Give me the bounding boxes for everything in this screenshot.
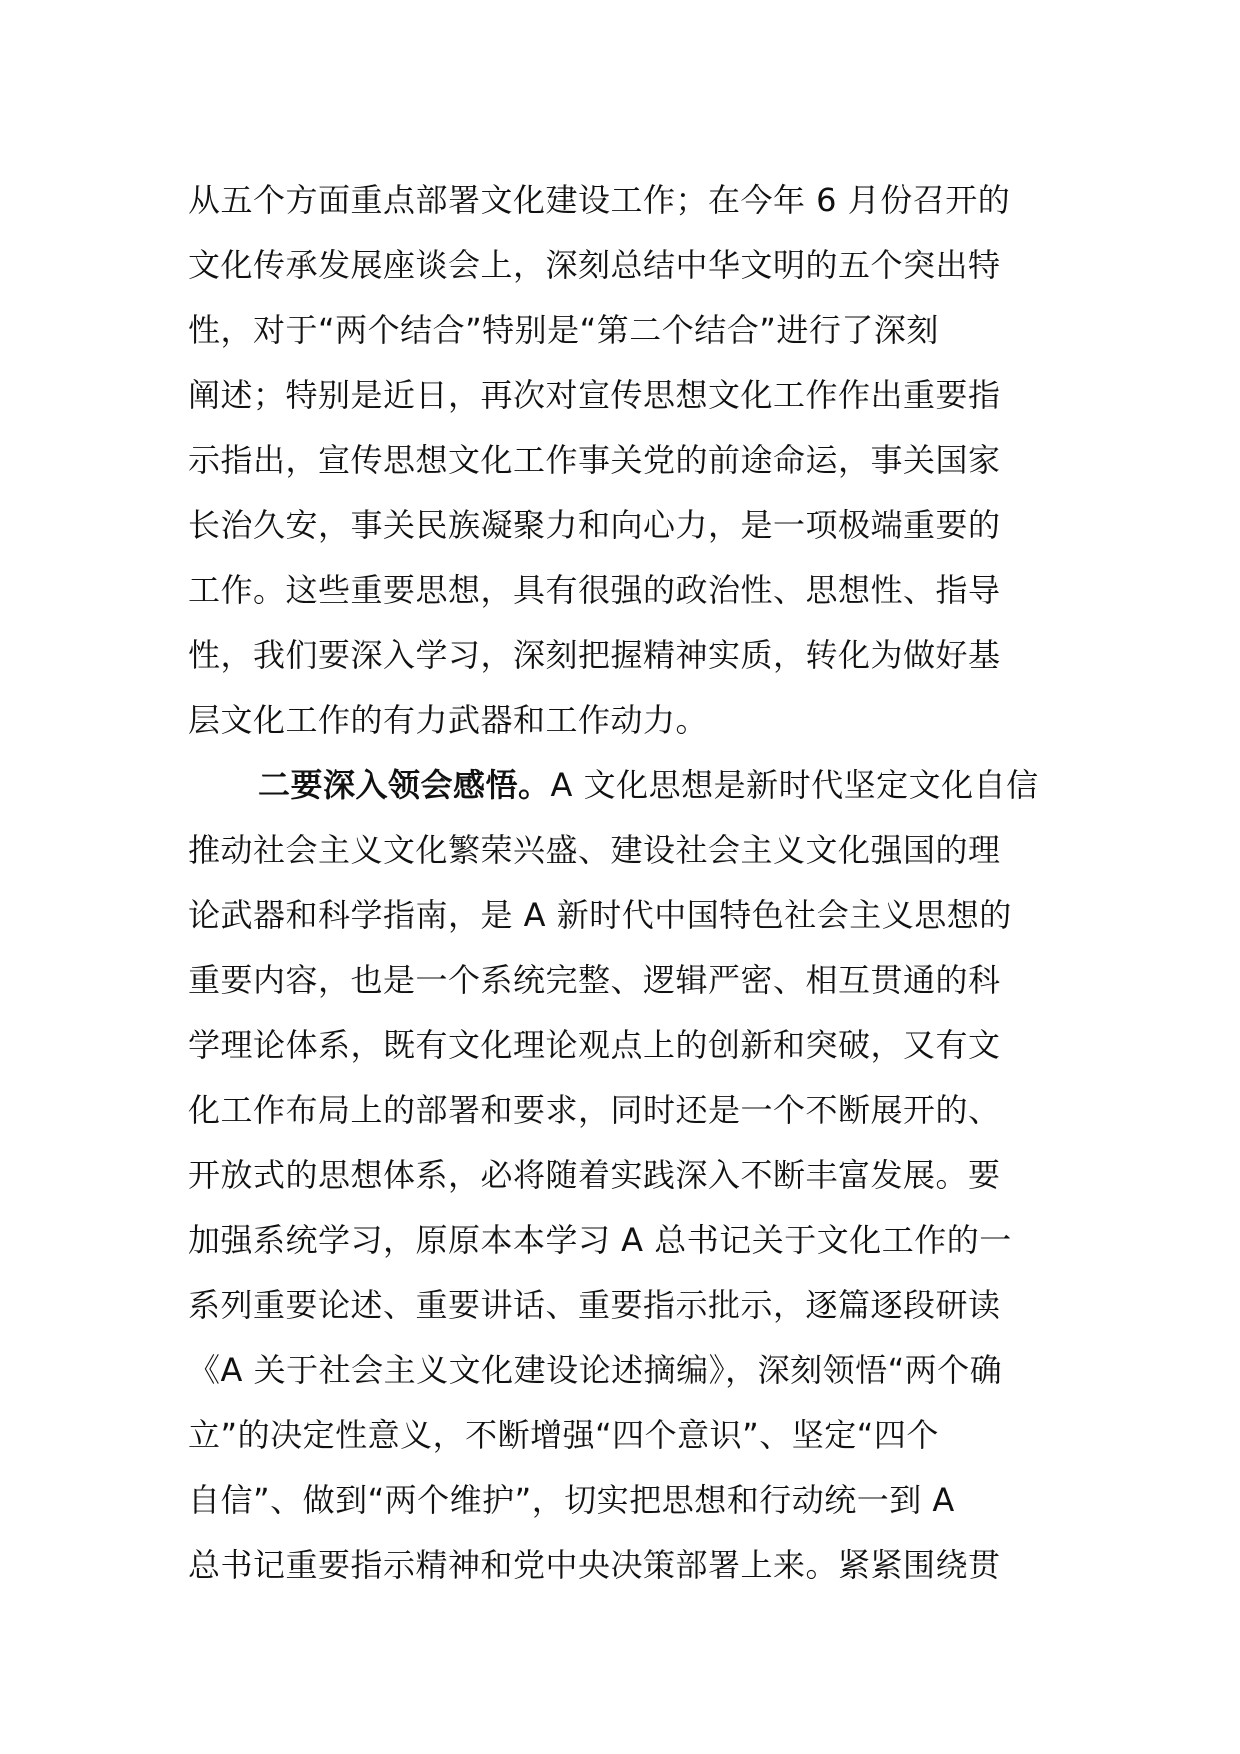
text-line: 开放式的思想体系，必将随着实践深入不断丰富发展。要 (188, 1156, 1001, 1194)
text-line: 从五个方面重点部署文化建设工作；在今年 6 月份召开的 (188, 181, 1011, 219)
text-line: 重要内容，也是一个系统完整、逻辑严密、相互贯通的科 (188, 961, 1001, 999)
text-line: 文化传承发展座谈会上，深刻总结中华文明的五个突出特 (188, 246, 1001, 284)
text-line: 层文化工作的有力武器和工作动力。 (188, 701, 709, 739)
paragraph-2 (188, 753, 1054, 1598)
text-line: 性，对于“两个结合”特别是“第二个结合”进行了深刻 (188, 311, 939, 349)
first-line-text: A 文化思想是新时代坚定文化自信 (550, 766, 1039, 804)
text-line: 示指出，宣传思想文化工作事关党的前途命运，事关国家 (188, 441, 1001, 479)
text-line: 性，我们要深入学习，深刻把握精神实质，转化为做好基 (188, 636, 1001, 674)
paragraph-first-line (188, 753, 1054, 818)
body-text (188, 168, 1054, 1598)
text-line: 推动社会主义文化繁荣兴盛、建设社会主义文化强国的理 (188, 831, 1001, 869)
text-line: 工作。这些重要思想，具有很强的政治性、思想性、指导 (188, 571, 1001, 609)
text-line: 总书记重要指示精神和党中央决策部署上来。紧紧围绕贯 (188, 1546, 1001, 1584)
text-line: 阐述；特别是近日，再次对宣传思想文化工作作出重要指 (188, 376, 1001, 414)
text-line: 学理论体系，既有文化理论观点上的创新和突破，又有文 (188, 1026, 1001, 1064)
text-line: 立”的决定性意义，不断增强“四个意识”、坚定“四个 (188, 1416, 939, 1454)
text-line: 系列重要论述、重要讲话、重要指示批示，逐篇逐段研读 (188, 1286, 1001, 1324)
paragraph-1 (188, 168, 1054, 753)
paragraph-heading: 二要深入领会感悟。 (258, 766, 551, 804)
text-line: 加强系统学习，原原本本学习 A 总书记关于文化工作的一 (188, 1221, 1012, 1259)
text-line: 化工作布局上的部署和要求，同时还是一个不断展开的、 (188, 1091, 1001, 1129)
text-line: 长治久安，事关民族凝聚力和向心力，是一项极端重要的 (188, 506, 1001, 544)
text-line: 自信”、做到“两个维护”，切实把思想和行动统一到 A (188, 1481, 955, 1519)
text-line: 《A 关于社会主义文化建设论述摘编》，深刻领悟“两个确 (188, 1351, 1003, 1389)
text-line: 论武器和科学指南，是 A 新时代中国特色社会主义思想的 (188, 896, 1012, 934)
